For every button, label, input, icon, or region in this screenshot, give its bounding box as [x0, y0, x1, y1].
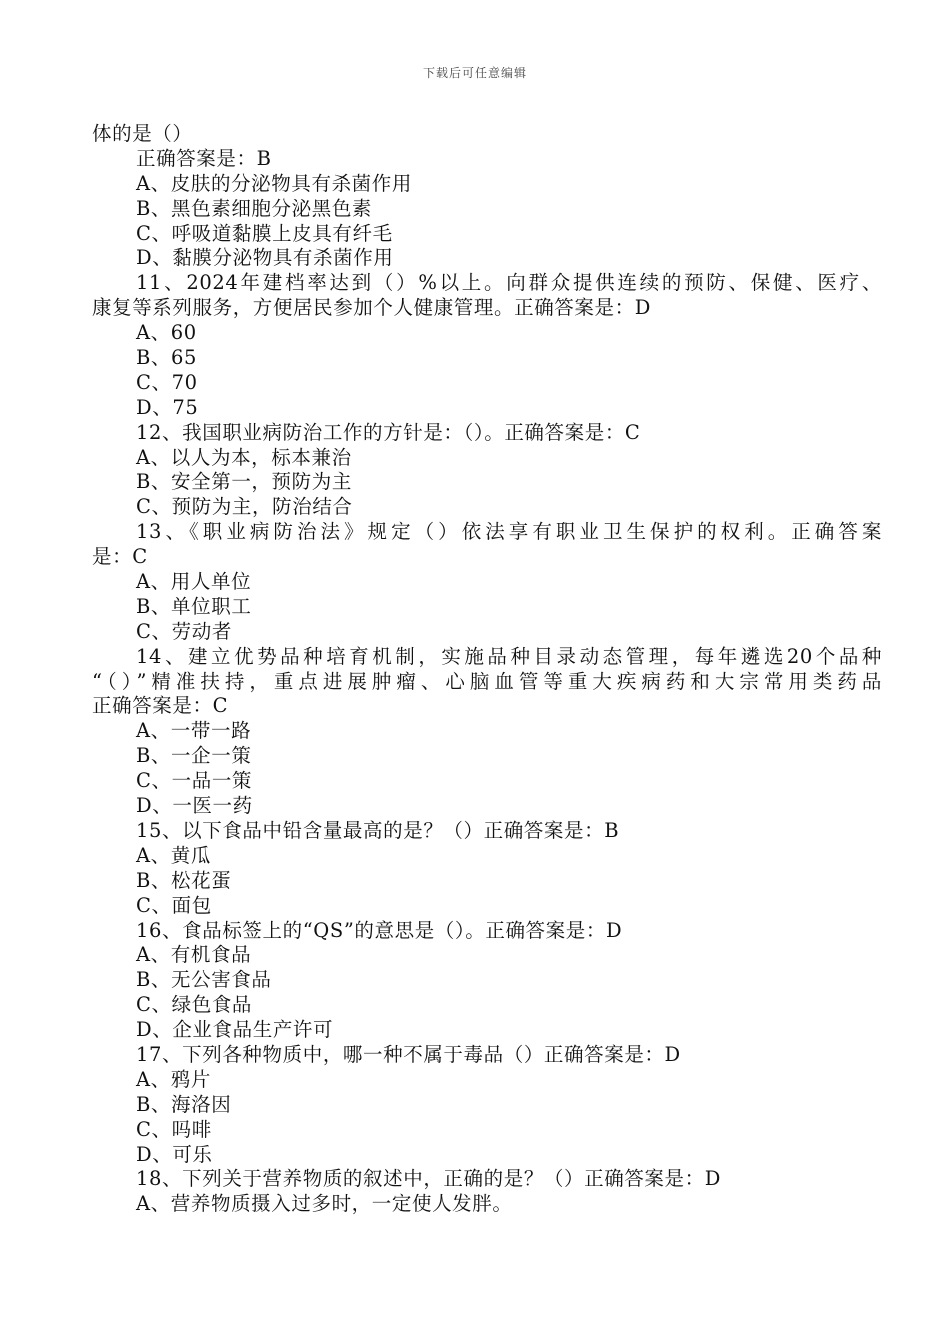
text-line: 体的是（）: [92, 122, 193, 145]
text-line: C、吗啡: [136, 1117, 212, 1141]
document-body: [92, 122, 882, 1217]
page-header-note: 下载后可任意编辑: [422, 66, 527, 80]
text-line: C、70: [136, 370, 198, 394]
text-line: 正确答案是：B: [136, 146, 272, 170]
text-line: C、绿色食品: [136, 993, 253, 1017]
text-line: 13、《职业病防治法》规定（）依法享有职业卫生保护的权利。正确答案: [136, 520, 882, 544]
text-line: 12、我国职业病防治工作的方针是：（）。正确答案是：C: [136, 420, 641, 444]
text-line: B、松花蛋: [136, 868, 232, 892]
text-line: “（）”精准扶持，重点进展肿瘤、心脑血管等重大疾病药和大宗常用类药品: [92, 669, 882, 693]
text-line: C、一品一策: [136, 769, 253, 793]
text-line: B、黑色素细胞分泌黑色素: [136, 196, 373, 220]
text-line: B、海洛因: [136, 1092, 232, 1116]
text-line: D、一医一药: [136, 794, 253, 818]
text-line: A、以人为本，标本兼治: [136, 445, 352, 469]
text-line: D、可乐: [136, 1142, 213, 1166]
text-line: 16、食品标签上的“QS”的意思是（）。正确答案是：D: [136, 918, 623, 942]
text-line: C、呼吸道黏膜上皮具有纤毛: [136, 221, 393, 245]
text-line: B、无公害食品: [136, 968, 272, 992]
text-line: 是：C: [92, 545, 148, 569]
text-line: D、企业食品生产许可: [136, 1018, 334, 1042]
text-line: A、皮肤的分泌物具有杀菌作用: [136, 171, 412, 195]
text-line: A、营养物质摄入过多时，一定使人发胖。: [136, 1192, 513, 1216]
text-line: A、黄瓜: [136, 843, 211, 867]
text-line: A、60: [136, 321, 197, 345]
text-line: C、面包: [136, 893, 212, 917]
text-line: D、75: [136, 395, 199, 419]
text-line: B、安全第一，预防为主: [136, 470, 352, 494]
text-line: D、黏膜分泌物具有杀菌作用: [136, 246, 394, 270]
text-line: 11、2024年建档率达到（）%以上。向群众提供连续的预防、保健、医疗、: [136, 271, 882, 295]
text-line: B、单位职工: [136, 594, 252, 618]
text-line: B、65: [136, 346, 198, 370]
text-line: C、预防为主，防治结合: [136, 495, 353, 519]
text-line: 康复等系列服务，方便居民参加个人健康管理。正确答案是：D: [92, 296, 651, 320]
text-line: A、一带一路: [136, 719, 252, 743]
text-line: B、一企一策: [136, 744, 252, 768]
text-line: A、有机食品: [136, 943, 252, 967]
text-line: 18、下列关于营养物质的叙述中，正确的是？（）正确答案是：D: [136, 1167, 721, 1191]
text-line: A、用人单位: [136, 570, 252, 594]
text-line: C、劳动者: [136, 619, 232, 643]
text-line: 正确答案是：C: [92, 694, 229, 718]
text-line: 14、建立优势品种培育机制，实施品种目录动态管理，每年遴选20个品种: [136, 644, 882, 668]
text-line: 17、下列各种物质中，哪一种不属于毒品（）正确答案是：D: [136, 1042, 681, 1066]
text-line: A、鸦片: [136, 1067, 211, 1091]
text-line: 15、以下食品中铅含量最高的是？（）正确答案是：B: [136, 818, 620, 842]
